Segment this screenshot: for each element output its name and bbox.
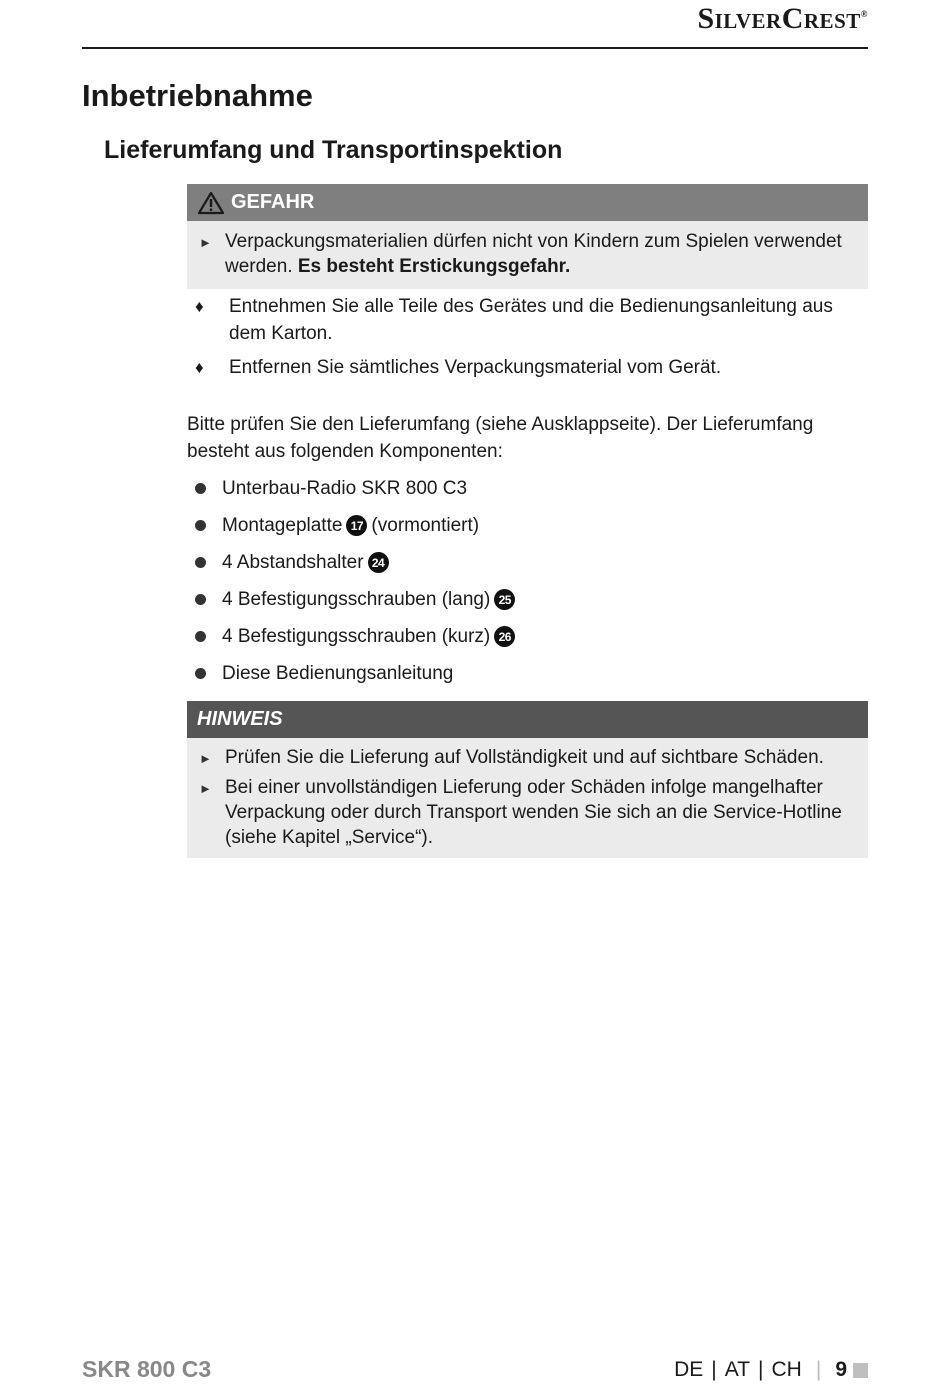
dot-bullet-icon <box>195 594 206 605</box>
footer-model: SKR 800 C3 <box>82 1356 212 1382</box>
arrow-bullet-icon: ► <box>199 781 212 796</box>
country-code: AT <box>724 1358 751 1381</box>
dot-bullet-icon <box>195 668 206 679</box>
diamond-bullet-icon: ♦ <box>195 297 204 316</box>
intro-paragraph: Bitte prüfen Sie den Lieferumfang (siehe Ausklappseite). Der Lieferumfang besteht aus folgenden Komponenten: <box>187 414 814 462</box>
page-title: Inbetriebnahme <box>82 78 313 113</box>
country-code: CH <box>771 1358 802 1381</box>
separator: | <box>815 1358 822 1381</box>
section-title: Lieferumfang und Transportinspektion <box>104 136 563 164</box>
step-list <box>187 293 868 388</box>
danger-label: GEFAHR <box>231 191 315 213</box>
dot-bullet-icon <box>195 557 206 568</box>
component-list <box>187 470 868 692</box>
country-code: DE <box>674 1358 704 1381</box>
step-item: ♦ Entnehmen Sie alle Teile des Gerätes und die Bedienungsanleitung aus dem Karton. <box>187 293 868 347</box>
brand-logo: SilverCrest® <box>697 2 868 35</box>
list-item: 4 Befestigungsschrauben (kurz) 26 <box>187 618 868 655</box>
note-header <box>187 701 868 738</box>
footer-pagination <box>674 1358 868 1382</box>
danger-item-text: Verpackungsmaterialien dürfen nicht von Kindern zum Spielen verwendet werden. <box>225 231 842 277</box>
part-number-badge: 26 <box>494 626 515 647</box>
part-number-badge: 24 <box>368 552 389 573</box>
dot-bullet-icon <box>195 483 206 494</box>
note-label: HINWEIS <box>197 708 283 730</box>
page-marker-square <box>853 1363 868 1378</box>
note-item: ► Bei einer unvollständigen Lieferung oder Schäden infolge mangelhafter Verpackung oder durch Transport wenden Sie sich an die Service-Hotline (siehe Kapitel „Service“). <box>199 777 842 848</box>
dot-bullet-icon <box>195 520 206 531</box>
separator: | <box>711 1358 717 1381</box>
danger-box <box>187 184 868 289</box>
page-number: 9 <box>835 1358 847 1381</box>
danger-header <box>187 184 868 221</box>
danger-item <box>199 229 858 279</box>
list-item: Montageplatte 17 (vormontiert) <box>187 507 868 544</box>
danger-item-bold: Es besteht Erstickungsgefahr. <box>297 256 571 277</box>
list-item: 4 Befestigungsschrauben (lang) 25 <box>187 581 868 618</box>
arrow-bullet-icon: ► <box>199 751 212 766</box>
diamond-bullet-icon: ♦ <box>195 358 204 377</box>
separator: | <box>758 1358 764 1381</box>
note-box <box>187 701 868 858</box>
list-item: 4 Abstandshalter 24 <box>187 544 868 581</box>
part-number-badge: 25 <box>494 589 515 610</box>
note-item: ► Prüfen Sie die Lieferung auf Vollständigkeit und auf sichtbare Schäden. <box>199 745 858 771</box>
arrow-bullet-icon: ► <box>199 235 212 250</box>
warning-triangle-icon <box>197 191 225 215</box>
list-item: Diese Bedienungsanleitung <box>187 655 868 692</box>
step-item: ♦ Entfernen Sie sämtliches Verpackungsmaterial vom Gerät. <box>187 354 868 381</box>
dot-bullet-icon <box>195 631 206 642</box>
list-item: Unterbau-Radio SKR 800 C3 <box>187 470 868 507</box>
header-rule <box>82 47 868 49</box>
part-number-badge: 17 <box>346 515 367 536</box>
